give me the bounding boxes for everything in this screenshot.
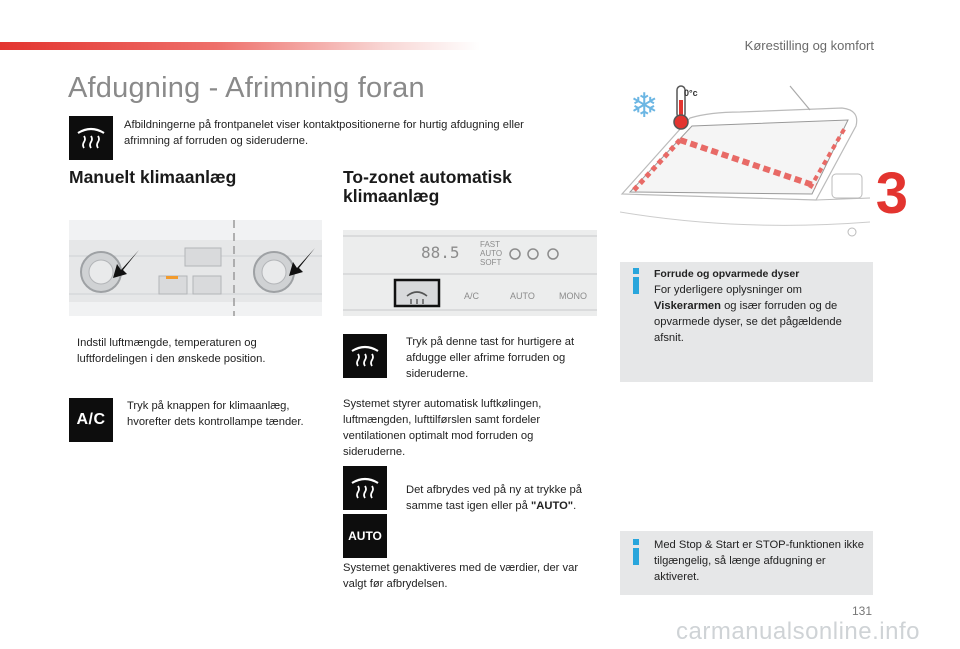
windshield-defrost-icon <box>349 474 381 502</box>
auto-icon: AUTO <box>348 529 382 543</box>
auto-mode-label: AUTO <box>480 249 503 258</box>
auto-icon-box <box>343 514 387 558</box>
auto-paragraph-1: Systemet styrer automatisk luftkølingen, luftmængden, lufttilførslen samt fordeler ventilationen optimalt mod forruden og sideruderne. <box>343 398 542 458</box>
header-accent-bar <box>0 42 480 50</box>
info2-text: Med Stop & Start er STOP-funktionen ikke tilgængelig, så længe afdugning er aktiveret. <box>654 539 864 583</box>
windshield-defrost-icon <box>75 124 107 152</box>
watermark: carmanualsonline.info <box>676 618 920 645</box>
auto-bullet-2: Det afbrydes ved på ny at trykke på samme tast igen eller på "AUTO". <box>406 484 582 512</box>
panel-auto-button[interactable]: AUTO <box>510 291 535 301</box>
windshield-defrost-icon <box>349 342 381 370</box>
snowflake-icon: ❄ <box>630 87 659 125</box>
info-box-forrude <box>620 262 873 382</box>
info-icon <box>632 268 640 294</box>
defrost-icon-box-3 <box>343 466 387 510</box>
info-bold: Viskerarmen <box>654 300 721 312</box>
auto-control-panel-photo <box>343 230 597 316</box>
defrost-icon-box <box>69 116 113 160</box>
auto-heading: To-zonet automatisk klimaanlæg <box>343 167 512 206</box>
info-rest: og især forruden og de opvarmede dyser, se det pågældende afsnit. <box>654 300 842 344</box>
page-title: Afdugning - Afrimning foran <box>68 72 425 104</box>
ac-icon-box <box>69 398 113 442</box>
panel-mono-button[interactable]: MONO <box>559 291 587 301</box>
info-icon <box>632 539 640 565</box>
info-title: Forrude og opvarmede dyser <box>654 268 800 280</box>
windshield-illustration <box>620 82 873 250</box>
ac-icon: A/C <box>76 411 106 428</box>
auto-bullet-1: Tryk på denne tast for hurtigere at afdugge eller afrime forruden og sideruderne. <box>406 336 575 380</box>
soft-label: SOFT <box>480 258 502 267</box>
defrost-icon-box-2 <box>343 334 387 378</box>
manual-bullet-2: Tryk på knappen for klimaanlæg, hvorefter dets kontrollampe tænder. <box>127 400 304 428</box>
fast-label: FAST <box>480 240 501 249</box>
manual-control-panel-photo <box>69 220 322 316</box>
info-line1: For yderligere oplysninger om <box>654 284 802 296</box>
temperature-label: 0°c <box>684 88 698 98</box>
info-box-stop-start <box>620 531 873 595</box>
page-number: 131 <box>851 604 872 618</box>
chapter-number: 3 <box>875 161 908 226</box>
manual-heading: Manuelt klimaanlæg <box>69 167 237 187</box>
panel-ac-button[interactable]: A/C <box>464 291 480 301</box>
auto-paragraph-2: Systemet genaktiveres med de værdier, der var valgt før afbrydelsen. <box>343 562 579 590</box>
section-header: Kørestilling og komfort <box>744 38 874 53</box>
manual-bullet-1: Indstil luftmængde, temperaturen og luftfordelingen i den ønskede position. <box>77 337 266 365</box>
intro-text: Afbildningerne på frontpanelet viser kontaktpositionerne for hurtig afdugning eller afrimning af forruden og sideruderne. <box>124 119 524 147</box>
temperature-display: 88.5 <box>421 243 460 262</box>
